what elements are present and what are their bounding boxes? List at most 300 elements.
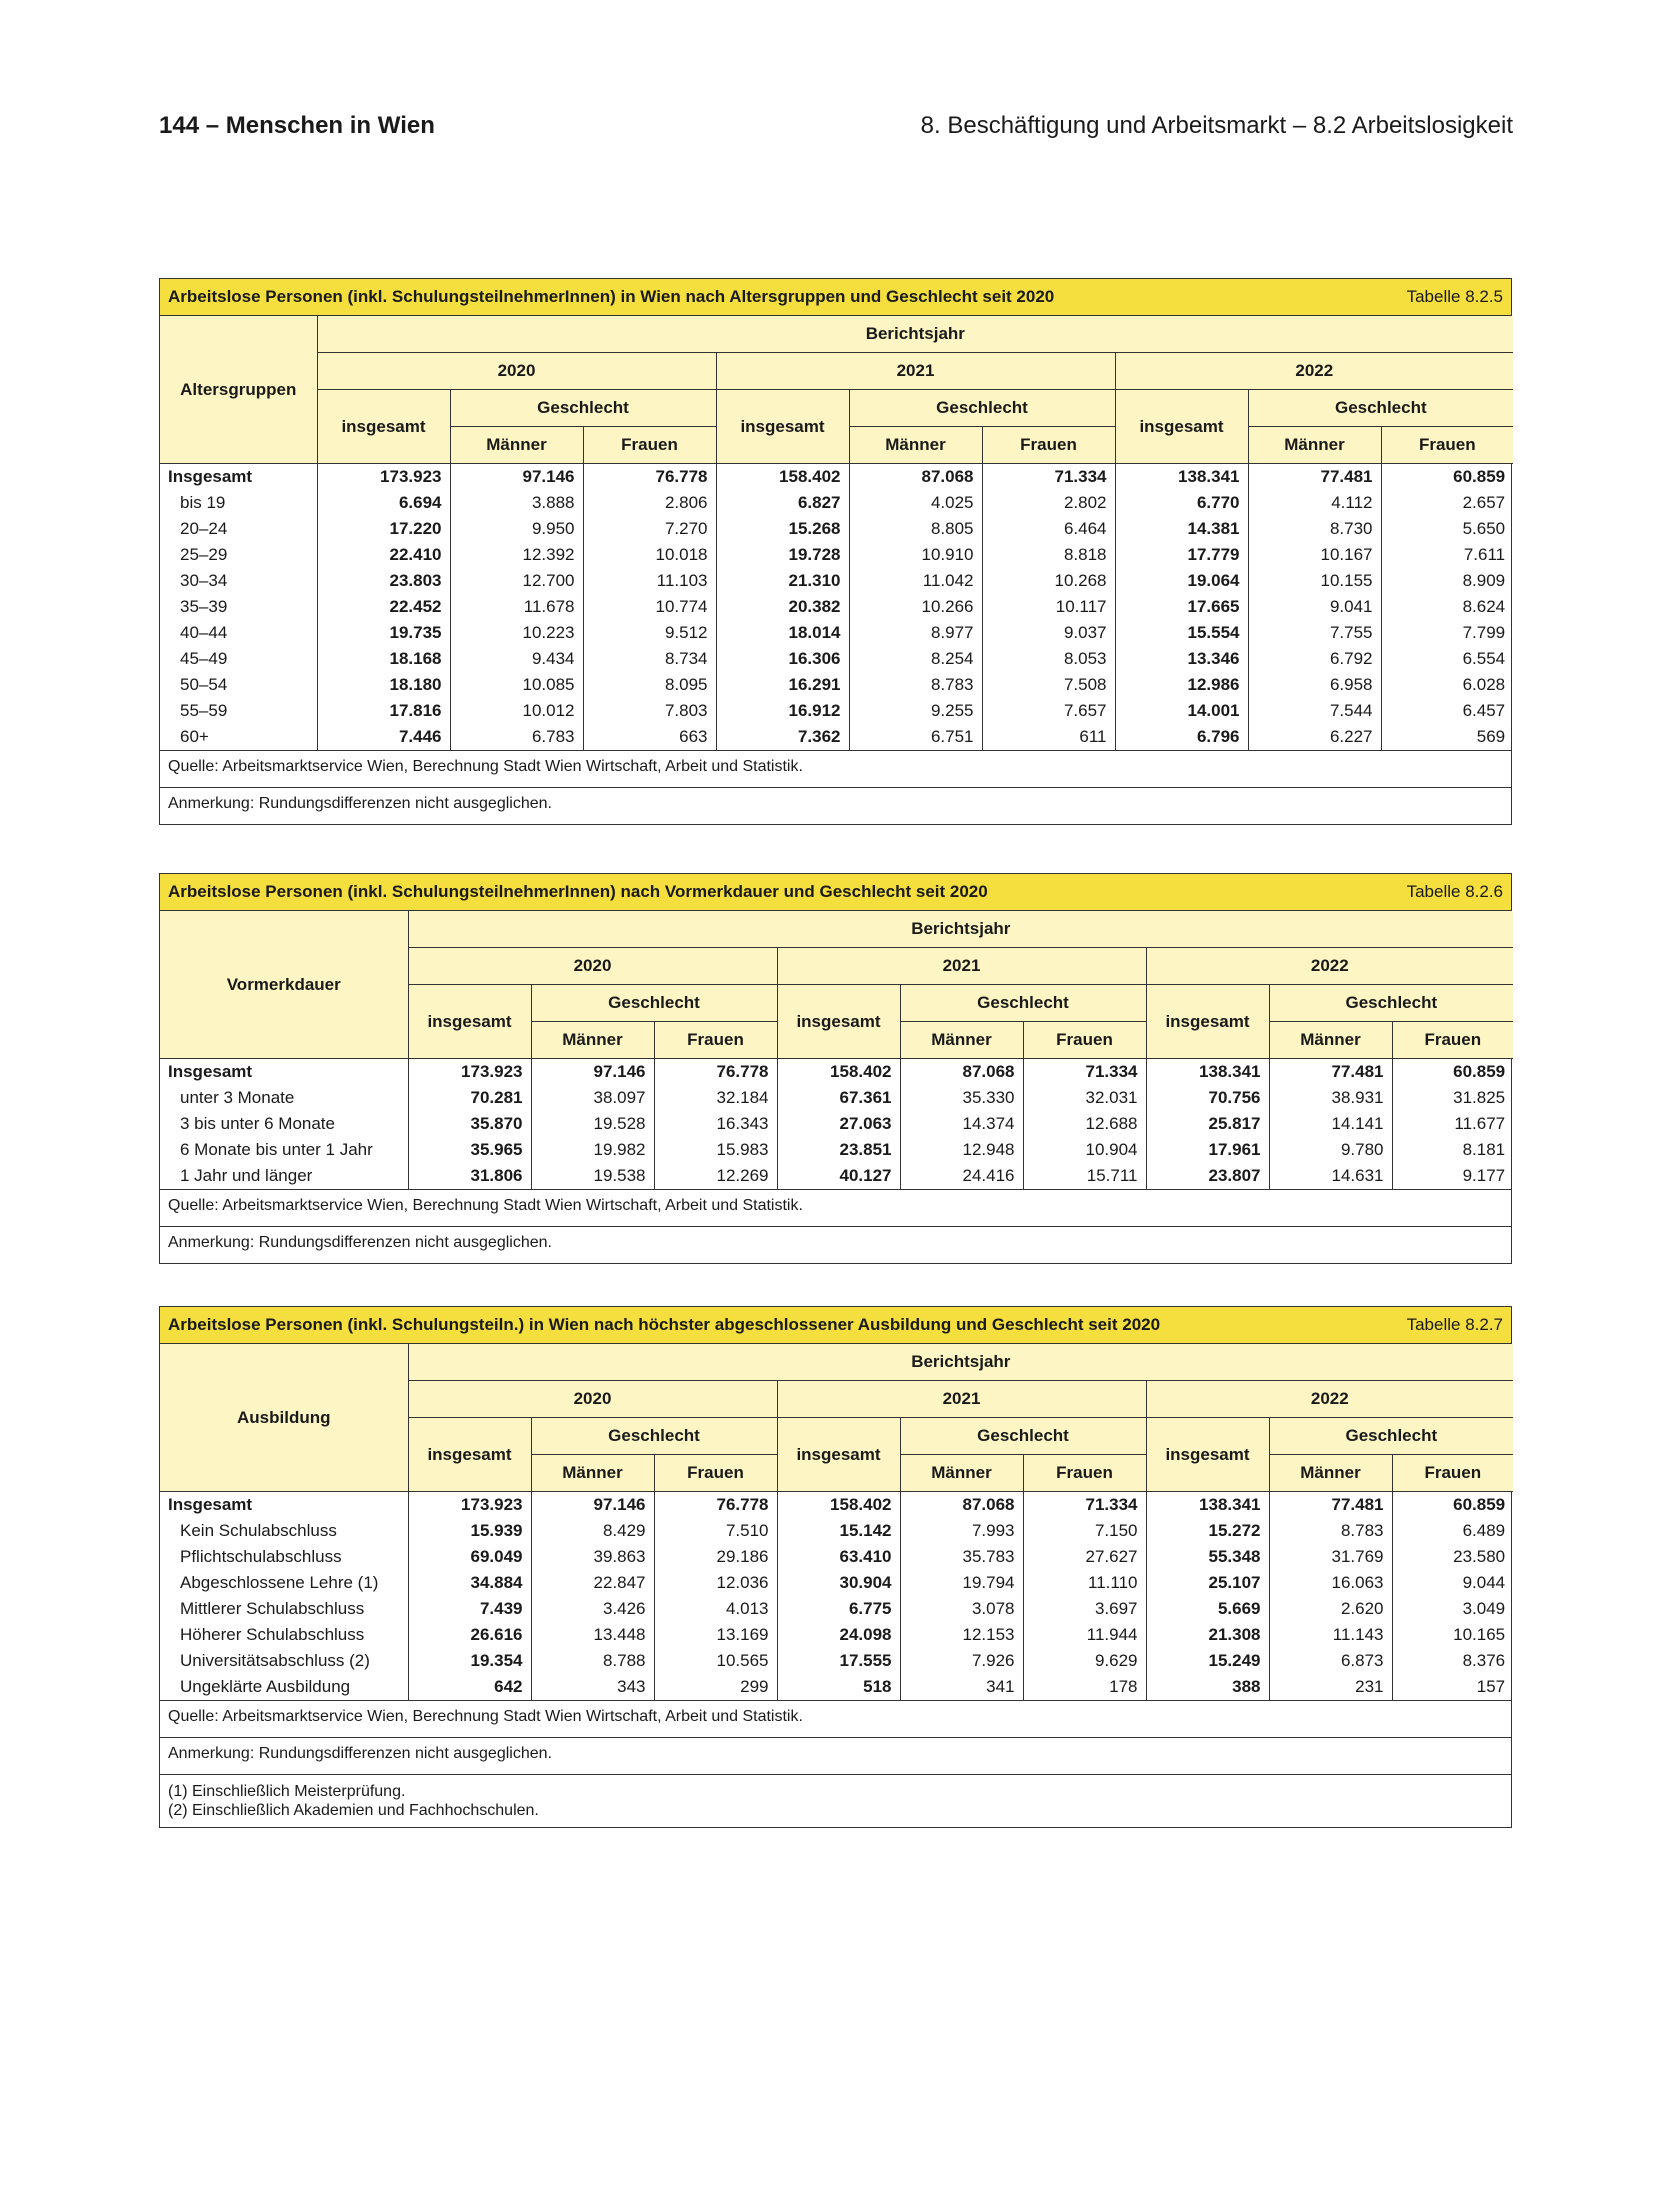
table-grid [160, 911, 1513, 1189]
row-label: 55–59 [160, 698, 317, 724]
footnotes [160, 1774, 1511, 1827]
row-label: Pflichtschulabschluss [160, 1544, 408, 1570]
table-cell: 11.143 [1269, 1622, 1392, 1648]
table-cell: 518 [777, 1674, 900, 1700]
table-row [160, 1492, 1513, 1519]
table-cell: 12.036 [654, 1570, 777, 1596]
table-row [160, 1163, 1513, 1189]
remark-note: Anmerkung: Rundungsdifferenzen nicht ausgeglichen. [160, 1226, 1511, 1263]
table-cell: 25.817 [1146, 1111, 1269, 1137]
table-cell: 7.657 [982, 698, 1115, 724]
table-cell: 7.611 [1463, 545, 1506, 564]
table-cell: 7.439 [408, 1596, 531, 1622]
table-cell: 15.249 [1146, 1648, 1269, 1674]
table-row [160, 1596, 1513, 1622]
table-cell: 173.923 [408, 1059, 531, 1086]
table-cell: 97.146 [531, 1059, 654, 1086]
table-cell: 6.694 [317, 490, 450, 516]
table-cell: 13.169 [654, 1622, 777, 1648]
table-row [160, 568, 1513, 594]
table-cell: 7.150 [1023, 1518, 1146, 1544]
table-cell: 8.624 [1462, 597, 1506, 616]
table-cell: 7.926 [900, 1648, 1023, 1674]
table-cell: 19.538 [531, 1163, 654, 1189]
table-cell: 77.481 [1269, 1059, 1392, 1086]
table-cell: 11.042 [849, 568, 982, 594]
row-label: 40–44 [160, 620, 317, 646]
table-row [160, 542, 1513, 568]
table-cell: 178 [1023, 1674, 1146, 1700]
table-cell: 15.939 [408, 1518, 531, 1544]
year-header: 2020 [317, 353, 716, 390]
table-cell: 71.334 [1023, 1492, 1146, 1519]
table-cell: 18.168 [317, 646, 450, 672]
table-cell: 11.944 [1023, 1622, 1146, 1648]
table-cell: 8.053 [982, 646, 1115, 672]
frauen-header: Frauen [1392, 1455, 1513, 1492]
frauen-header: Frauen [1392, 1022, 1513, 1059]
maenner-header: Männer [1248, 427, 1381, 464]
table-cell: 2.806 [583, 490, 716, 516]
table-cell: 8.429 [531, 1518, 654, 1544]
table-row [160, 1518, 1513, 1544]
row-label: 1 Jahr und länger [160, 1163, 408, 1189]
row-label: Insgesamt [160, 1059, 408, 1086]
table-title-bar [160, 279, 1511, 316]
table-row [160, 1059, 1513, 1086]
table-cell: 19.528 [531, 1111, 654, 1137]
table-cell: 24.098 [777, 1622, 900, 1648]
table-cell: 14.001 [1115, 698, 1248, 724]
table-cell: 20.382 [716, 594, 849, 620]
maenner-header: Männer [531, 1455, 654, 1492]
table-cell: 21.308 [1146, 1622, 1269, 1648]
insgesamt-header: insgesamt [408, 985, 531, 1059]
frauen-header: Frauen [1023, 1455, 1146, 1492]
table-cell: 35.783 [900, 1544, 1023, 1570]
table-cell: 10.565 [654, 1648, 777, 1674]
table-cell: 71.334 [982, 464, 1115, 491]
table-cell: 16.306 [716, 646, 849, 672]
table-row [160, 1648, 1513, 1674]
insgesamt-header: insgesamt [317, 390, 450, 464]
table-cell: 10.155 [1248, 568, 1381, 594]
berichtsjahr-header: Berichtsjahr [408, 911, 1513, 948]
table-cell: 14.631 [1269, 1163, 1392, 1189]
table-cell: 3.078 [900, 1596, 1023, 1622]
table-cell: 35.330 [900, 1085, 1023, 1111]
table-cell: 70.756 [1146, 1085, 1269, 1111]
table-cell: 12.986 [1115, 672, 1248, 698]
table-cell: 341 [900, 1674, 1023, 1700]
table-row [160, 1137, 1513, 1163]
table-cell: 10.117 [982, 594, 1115, 620]
table-cell: 35.965 [408, 1137, 531, 1163]
row-label: Insgesamt [160, 464, 317, 491]
table-cell: 15.142 [777, 1518, 900, 1544]
table-cell: 6.796 [1115, 724, 1248, 750]
table-cell: 60.859 [1381, 464, 1513, 491]
table-cell: 7.993 [900, 1518, 1023, 1544]
geschlecht-header: Geschlecht [531, 1418, 777, 1455]
table-cell: 16.912 [716, 698, 849, 724]
table-row [160, 1544, 1513, 1570]
table-cell: 611 [982, 724, 1115, 750]
table-cell: 12.269 [654, 1163, 777, 1189]
table-cell: 10.012 [450, 698, 583, 724]
table-cell: 343 [531, 1674, 654, 1700]
table-cell: 17.220 [317, 516, 450, 542]
insgesamt-header: insgesamt [777, 1418, 900, 1492]
maenner-header: Männer [900, 1022, 1023, 1059]
geschlecht-header: Geschlecht [900, 1418, 1146, 1455]
table-cell: 3.888 [450, 490, 583, 516]
table-cell: 569 [1476, 727, 1506, 746]
table-row [160, 646, 1513, 672]
year-header: 2022 [1115, 353, 1513, 390]
geschlecht-header: Geschlecht [849, 390, 1115, 427]
table-number: Tabelle 8.2.7 [1406, 1315, 1503, 1334]
table-cell: 17.665 [1115, 594, 1248, 620]
table-grid [160, 316, 1513, 750]
row-label: 45–49 [160, 646, 317, 672]
table-cell: 32.031 [1023, 1085, 1146, 1111]
table-cell: 9.177 [1462, 1166, 1506, 1185]
table-cell: 5.650 [1462, 519, 1506, 538]
table-cell: 9.629 [1023, 1648, 1146, 1674]
table-cell: 8.783 [849, 672, 982, 698]
frauen-header: Frauen [1023, 1022, 1146, 1059]
table-title: Arbeitslose Personen (inkl. SchulungsteilnehmerInnen) in Wien nach Altersgruppen und Geschlecht seit 2020 [168, 287, 1055, 306]
table-cell: 18.014 [716, 620, 849, 646]
table-cell: 10.223 [450, 620, 583, 646]
row-label: 6 Monate bis unter 1 Jahr [160, 1137, 408, 1163]
table-cell: 10.018 [583, 542, 716, 568]
table-cell: 24.416 [900, 1163, 1023, 1189]
table-cell: 642 [408, 1674, 531, 1700]
table-cell: 10.085 [450, 672, 583, 698]
year-header: 2022 [1146, 1381, 1513, 1418]
insgesamt-header: insgesamt [716, 390, 849, 464]
table-cell: 7.803 [583, 698, 716, 724]
row-label: Kein Schulabschluss [160, 1518, 408, 1544]
table-grid [160, 1344, 1513, 1700]
table-cell: 31.806 [408, 1163, 531, 1189]
row-label: 60+ [160, 724, 317, 750]
table-row [160, 1085, 1513, 1111]
table-title: Arbeitslose Personen (inkl. SchulungsteilnehmerInnen) nach Vormerkdauer und Geschlecht seit 2020 [168, 882, 988, 901]
table-cell: 27.063 [777, 1111, 900, 1137]
geschlecht-header: Geschlecht [900, 985, 1146, 1022]
table-row [160, 698, 1513, 724]
frauen-header: Frauen [1381, 427, 1513, 464]
row-label: Abgeschlossene Lehre (1) [160, 1570, 408, 1596]
table-cell: 12.153 [900, 1622, 1023, 1648]
table-cell: 6.775 [777, 1596, 900, 1622]
table-cell: 63.410 [777, 1544, 900, 1570]
table-cell: 17.555 [777, 1648, 900, 1674]
table-cell: 38.931 [1269, 1085, 1392, 1111]
table-cell: 16.343 [654, 1111, 777, 1137]
table-cell: 11.103 [583, 568, 716, 594]
table-cell: 71.334 [1023, 1059, 1146, 1086]
table-cell: 9.950 [450, 516, 583, 542]
table-row [160, 724, 1513, 750]
geschlecht-header: Geschlecht [450, 390, 716, 427]
table-cell: 8.805 [849, 516, 982, 542]
table-cell: 158.402 [716, 464, 849, 491]
table-cell: 76.778 [583, 464, 716, 491]
maenner-header: Männer [1269, 1455, 1392, 1492]
source-note: Quelle: Arbeitsmarktservice Wien, Berechnung Stadt Wien Wirtschaft, Arbeit und Statistik. [160, 1189, 1511, 1226]
table-cell: 8.730 [1248, 516, 1381, 542]
table-cell: 6.751 [849, 724, 982, 750]
table-cell: 9.041 [1248, 594, 1381, 620]
table-cell: 23.807 [1146, 1163, 1269, 1189]
maenner-header: Männer [531, 1022, 654, 1059]
source-note: Quelle: Arbeitsmarktservice Wien, Berechnung Stadt Wien Wirtschaft, Arbeit und Statistik. [160, 1700, 1511, 1737]
row-header: Ausbildung [160, 1344, 408, 1492]
table-cell: 77.481 [1248, 464, 1381, 491]
table-cell: 12.700 [450, 568, 583, 594]
table-cell: 6.489 [1462, 1521, 1506, 1540]
geschlecht-header: Geschlecht [1269, 985, 1513, 1022]
row-label: 3 bis unter 6 Monate [160, 1111, 408, 1137]
row-label: Universitätsabschluss (2) [160, 1648, 408, 1674]
table-cell: 173.923 [317, 464, 450, 491]
table-number: Tabelle 8.2.6 [1406, 882, 1503, 901]
row-label: bis 19 [160, 490, 317, 516]
row-header: Vormerkdauer [160, 911, 408, 1059]
table-cell: 31.825 [1453, 1088, 1506, 1107]
row-label: 30–34 [160, 568, 317, 594]
table-cell: 231 [1269, 1674, 1392, 1700]
table-cell: 10.910 [849, 542, 982, 568]
table-cell: 7.270 [583, 516, 716, 542]
table-cell: 15.272 [1146, 1518, 1269, 1544]
table-cell: 34.884 [408, 1570, 531, 1596]
row-label: Mittlerer Schulabschluss [160, 1596, 408, 1622]
table-cell: 5.669 [1146, 1596, 1269, 1622]
table-cell: 9.780 [1269, 1137, 1392, 1163]
berichtsjahr-header: Berichtsjahr [408, 1344, 1513, 1381]
table-cell: 3.426 [531, 1596, 654, 1622]
table-cell: 8.909 [1462, 571, 1506, 590]
table-cell: 14.381 [1115, 516, 1248, 542]
table-cell: 40.127 [777, 1163, 900, 1189]
table-cell: 6.554 [1462, 649, 1506, 668]
table-cell: 6.827 [716, 490, 849, 516]
footnote: (1) Einschließlich Meisterprüfung. [168, 1783, 406, 1800]
table-cell: 663 [583, 724, 716, 750]
table-cell: 6.770 [1115, 490, 1248, 516]
table-cell: 97.146 [531, 1492, 654, 1519]
maenner-header: Männer [900, 1455, 1023, 1492]
table-row [160, 594, 1513, 620]
table-cell: 10.904 [1023, 1137, 1146, 1163]
table-cell: 13.448 [531, 1622, 654, 1648]
table-cell: 6.227 [1248, 724, 1381, 750]
table-cell: 15.554 [1115, 620, 1248, 646]
table-cell: 8.095 [583, 672, 716, 698]
table-cell: 87.068 [849, 464, 982, 491]
table-cell: 9.037 [982, 620, 1115, 646]
table-cell: 7.799 [1462, 623, 1506, 642]
table-cell: 6.464 [982, 516, 1115, 542]
table-cell: 14.374 [900, 1111, 1023, 1137]
table-cell: 19.354 [408, 1648, 531, 1674]
frauen-header: Frauen [654, 1455, 777, 1492]
table-cell: 8.376 [1462, 1651, 1506, 1670]
footnote: (2) Einschließlich Akademien und Fachhochschulen. [168, 1802, 539, 1819]
table-8-2-7 [159, 1306, 1512, 1828]
table-cell: 158.402 [777, 1059, 900, 1086]
source-note: Quelle: Arbeitsmarktservice Wien, Berechnung Stadt Wien Wirtschaft, Arbeit und Statistik. [160, 750, 1511, 787]
year-header: 2021 [777, 948, 1146, 985]
table-cell: 17.961 [1146, 1137, 1269, 1163]
year-header: 2021 [716, 353, 1115, 390]
table-cell: 7.508 [982, 672, 1115, 698]
table-cell: 14.141 [1269, 1111, 1392, 1137]
table-cell: 26.616 [408, 1622, 531, 1648]
table-8-2-6 [159, 873, 1512, 1264]
table-cell: 11.677 [1454, 1114, 1506, 1133]
table-cell: 7.544 [1248, 698, 1381, 724]
table-cell: 2.657 [1462, 493, 1506, 512]
table-cell: 32.184 [654, 1085, 777, 1111]
table-cell: 10.266 [849, 594, 982, 620]
table-cell: 19.064 [1115, 568, 1248, 594]
row-header: Altersgruppen [160, 316, 317, 464]
table-cell: 8.783 [1269, 1518, 1392, 1544]
table-cell: 8.788 [531, 1648, 654, 1674]
table-cell: 8.181 [1462, 1140, 1506, 1159]
table-cell: 12.688 [1023, 1111, 1146, 1137]
table-cell: 6.028 [1462, 675, 1506, 694]
table-cell: 6.792 [1248, 646, 1381, 672]
table-cell: 4.013 [654, 1596, 777, 1622]
year-header: 2022 [1146, 948, 1513, 985]
table-cell: 60.859 [1392, 1492, 1513, 1519]
table-cell: 23.851 [777, 1137, 900, 1163]
year-header: 2020 [408, 948, 777, 985]
table-cell: 7.510 [654, 1518, 777, 1544]
maenner-header: Männer [450, 427, 583, 464]
table-cell: 299 [654, 1674, 777, 1700]
table-cell: 17.816 [317, 698, 450, 724]
table-number: Tabelle 8.2.5 [1406, 287, 1503, 306]
table-row [160, 1111, 1513, 1137]
table-cell: 157 [1476, 1677, 1506, 1696]
row-label: 50–54 [160, 672, 317, 698]
table-cell: 10.167 [1248, 542, 1381, 568]
table-row [160, 1674, 1513, 1700]
insgesamt-header: insgesamt [408, 1418, 531, 1492]
table-cell: 21.310 [716, 568, 849, 594]
table-cell: 11.110 [1023, 1570, 1146, 1596]
chapter-title: 8. Beschäftigung und Arbeitsmarkt – 8.2 Arbeitslosigkeit [920, 112, 1513, 139]
table-cell: 23.803 [317, 568, 450, 594]
row-label: 35–39 [160, 594, 317, 620]
table-cell: 69.049 [408, 1544, 531, 1570]
row-label: Ungeklärte Ausbildung [160, 1674, 408, 1700]
table-cell: 8.977 [849, 620, 982, 646]
table-cell: 25.107 [1146, 1570, 1269, 1596]
table-row [160, 620, 1513, 646]
maenner-header: Männer [1269, 1022, 1392, 1059]
table-title-bar [160, 1307, 1511, 1344]
table-cell: 6.457 [1462, 701, 1506, 720]
table-cell: 7.446 [317, 724, 450, 750]
table-cell: 6.958 [1248, 672, 1381, 698]
row-label: unter 3 Monate [160, 1085, 408, 1111]
table-cell: 3.049 [1462, 1599, 1506, 1618]
table-cell: 22.452 [317, 594, 450, 620]
table-cell: 38.097 [531, 1085, 654, 1111]
table-cell: 97.146 [450, 464, 583, 491]
table-row [160, 490, 1513, 516]
table-cell: 22.847 [531, 1570, 654, 1596]
table-cell: 19.728 [716, 542, 849, 568]
insgesamt-header: insgesamt [1146, 985, 1269, 1059]
table-cell: 76.778 [654, 1492, 777, 1519]
table-cell: 76.778 [654, 1059, 777, 1086]
table-cell: 67.361 [777, 1085, 900, 1111]
table-cell: 3.697 [1023, 1596, 1146, 1622]
maenner-header: Männer [849, 427, 982, 464]
table-8-2-5 [159, 278, 1512, 825]
table-cell: 2.620 [1269, 1596, 1392, 1622]
table-cell: 11.678 [450, 594, 583, 620]
table-cell: 15.268 [716, 516, 849, 542]
table-row [160, 516, 1513, 542]
remark-note: Anmerkung: Rundungsdifferenzen nicht ausgeglichen. [160, 1737, 1511, 1774]
page-number-title: 144 – Menschen in Wien [159, 112, 435, 139]
insgesamt-header: insgesamt [1115, 390, 1248, 464]
frauen-header: Frauen [982, 427, 1115, 464]
table-cell: 23.580 [1453, 1547, 1506, 1566]
table-cell: 19.735 [317, 620, 450, 646]
insgesamt-header: insgesamt [1146, 1418, 1269, 1492]
table-cell: 29.186 [654, 1544, 777, 1570]
table-cell: 10.774 [583, 594, 716, 620]
table-cell: 77.481 [1269, 1492, 1392, 1519]
table-cell: 138.341 [1146, 1492, 1269, 1519]
table-cell: 55.348 [1146, 1544, 1269, 1570]
geschlecht-header: Geschlecht [1269, 1418, 1513, 1455]
table-cell: 16.291 [716, 672, 849, 698]
insgesamt-header: insgesamt [777, 985, 900, 1059]
table-cell: 4.025 [849, 490, 982, 516]
table-cell: 12.948 [900, 1137, 1023, 1163]
table-cell: 9.512 [583, 620, 716, 646]
frauen-header: Frauen [583, 427, 716, 464]
table-cell: 17.779 [1115, 542, 1248, 568]
table-cell: 6.873 [1269, 1648, 1392, 1674]
table-cell: 8.254 [849, 646, 982, 672]
table-cell: 22.410 [317, 542, 450, 568]
table-cell: 19.794 [900, 1570, 1023, 1596]
table-cell: 12.392 [450, 542, 583, 568]
table-cell: 31.769 [1269, 1544, 1392, 1570]
table-cell: 18.180 [317, 672, 450, 698]
table-cell: 10.165 [1453, 1625, 1506, 1644]
table-cell: 60.859 [1392, 1059, 1513, 1086]
table-cell: 388 [1146, 1674, 1269, 1700]
table-cell: 35.870 [408, 1111, 531, 1137]
table-title-bar [160, 874, 1511, 911]
table-cell: 15.711 [1023, 1163, 1146, 1189]
